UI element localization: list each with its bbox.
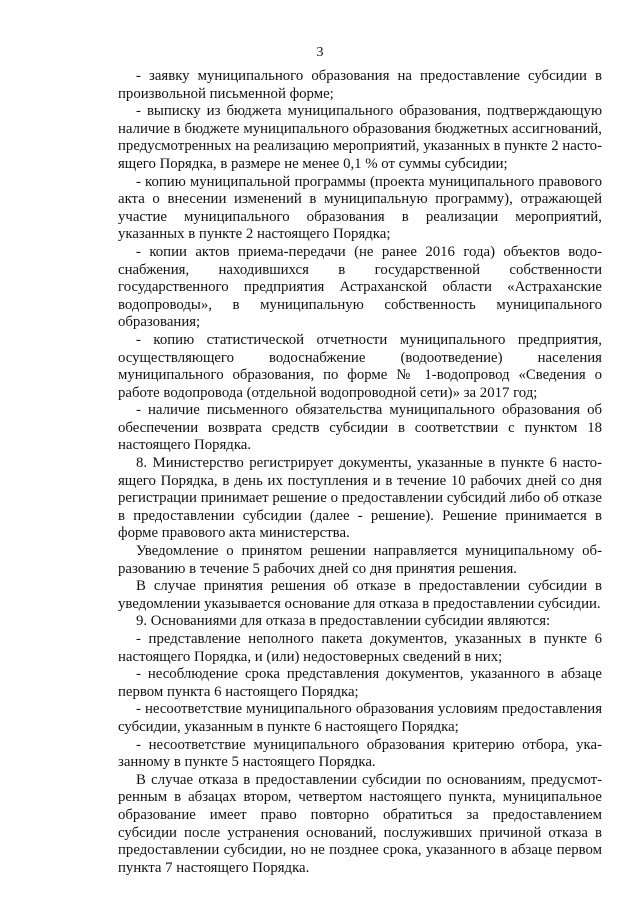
paragraph-criteria-mismatch: - несоответствие муниципального образования критерию отбора, указанному в пункте 5 настоящего Порядка. [118, 736, 602, 771]
document-body [118, 68, 602, 877]
paragraph-item-8: 8. Министерство регистрирует документы, указанные в пункте 6 настоящего Порядка, в день их поступления и в течение 10 рабочих дней со дня регистрации принимает решение о предоставлении субсидий либо об отказе в предоставлении субсидии (далее - решение). Решение принимается в форме правового акта министерства. [118, 455, 602, 542]
paragraph-program-copy: - копию муниципальной программы (проекта муниципального правового акта о внесении изменений в муниципальную программу), отражающей участие муниципального образования в реализации мероприятий, указанных в пункте 2 настоящего Порядка; [118, 173, 602, 243]
paragraph-application: - заявку муниципального образования на предоставление субсидии в произвольной письменной форме; [118, 68, 602, 102]
paragraph-conditions-mismatch: - несоответствие муниципального образования условиям предоставления субсидии, указанным в пункте 6 настоящего Порядка; [118, 701, 602, 735]
paragraph-transfer-acts: - копии актов приема-передачи (не ранее 2016 года) объектов водоснабжения, находившихся в государственной собственности государственного предприятия Астраханской области «Астраханские водопроводы», в муниципальную собственность муниципального образования; [118, 243, 602, 331]
paragraph-incomplete-package: - представление неполного пакета документов, указанных в пункте 6 настоящего Порядка, и (или) недостоверных сведений в них; [118, 631, 602, 665]
paragraph-refund-obligation: - наличие письменного обязательства муниципального образования об обеспечении возврата средств субсидии в соответствии с пунктом 18 настоящего Порядка. [118, 402, 602, 454]
page-number: 3 [316, 45, 324, 60]
paragraph-statistical-report: - копию статистической отчетности муниципального предприятия, осуществляющего водоснабжение (водоотведение) населения муниципального образования, по форме № 1-водопровод «Сведения о работе водопровода (отдельной водопроводной сети)» за 2017 год; [118, 331, 602, 401]
paragraph-budget-extract: - выписку из бюджета муниципального образования, подтверждающую наличие в бюджете муниципального образования бюджетных ассигнований, предусмотренных на реализацию мероприятий, указанных в пункте 2 настоящего Порядка, в размере не менее 0,1 % от суммы субсидии; [118, 103, 602, 172]
paragraph-deadline-violation: - несоблюдение срока представления документов, указанного в абзаце первом пункта 6 настоящего Порядка; [118, 666, 602, 700]
paragraph-item-9: 9. Основаниями для отказа в предоставлении субсидии являются: [136, 613, 551, 630]
paragraph-notification: Уведомление о принятом решении направляется муниципальному образованию в течение 5 рабочих дней со дня принятия решения. [118, 543, 602, 577]
paragraph-refusal-notice: В случае принятия решения об отказе в предоставлении субсидии в уведомлении указывается основание для отказа в предоставлении субсидии. [118, 578, 602, 612]
paragraph-reapplication: В случае отказа в предоставлении субсидии по основаниям, предусмотренным в абзацах втором, четвертом настоящего пункта, муниципальное образование имеет право повторно обратиться за предоставлением субсидии после устранения оснований, послуживших причиной отказа в предоставлении субсидии, но не позднее срока, указанного в абзаце первом пункта 7 настоящего Порядка. [118, 771, 602, 876]
